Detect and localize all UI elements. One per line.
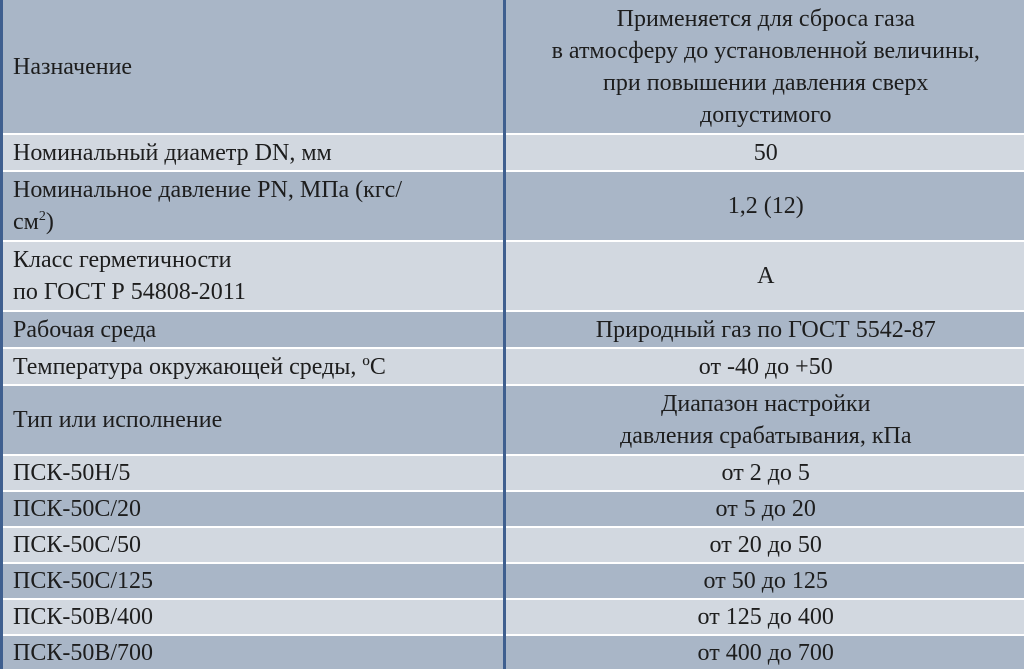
value-line: 50 — [753, 139, 778, 166]
model-name: ПСК-50С/125 — [13, 568, 154, 594]
value-line: в атмосферу до установленной величины, — [551, 37, 980, 64]
value-cell — [505, 635, 1024, 669]
table-row-model — [2, 635, 1024, 669]
value-line: давления срабатывания, кПа — [620, 423, 912, 449]
value-line: Применяется для сброса газа — [616, 5, 915, 32]
value-line: А — [757, 263, 775, 289]
table-row-diameter — [2, 134, 1024, 171]
value-cell — [505, 0, 1024, 134]
param-cell — [2, 563, 505, 599]
range-value: от 125 до 400 — [697, 604, 834, 630]
value-line: допустимого — [700, 101, 832, 128]
table-row-type-header — [2, 385, 1024, 455]
table-row-model — [2, 491, 1024, 527]
param-cell — [2, 348, 505, 385]
param-cell — [2, 311, 505, 348]
table-row-temperature — [2, 348, 1024, 385]
param-cell — [2, 385, 505, 455]
value-line: при повышении давления сверх — [603, 69, 929, 96]
param-label: Номинальное давление PN, МПа (кгс/ — [13, 177, 402, 203]
table-row-pressure — [2, 171, 1024, 241]
value-line: Природный газ по ГОСТ 5542-87 — [595, 316, 936, 343]
table-row-model — [2, 599, 1024, 635]
range-value: от 50 до 125 — [703, 568, 828, 594]
param-label: по ГОСТ Р 54808-2011 — [13, 279, 246, 305]
value-cell — [505, 348, 1024, 385]
param-label: Назначение — [13, 53, 133, 80]
value-cell — [505, 311, 1024, 348]
param-cell — [2, 241, 505, 311]
value-cell — [505, 241, 1024, 311]
value-cell — [505, 455, 1024, 491]
range-value: от 5 до 20 — [715, 496, 816, 522]
param-cell — [2, 171, 505, 241]
range-value: от 2 до 5 — [721, 460, 810, 486]
model-name: ПСК-50В/700 — [13, 639, 154, 666]
param-cell — [2, 527, 505, 563]
value-cell — [505, 491, 1024, 527]
model-name: ПСК-50В/400 — [13, 604, 154, 630]
table-row-purpose — [2, 0, 1024, 134]
table-row-model — [2, 455, 1024, 491]
param-label: Номинальный диаметр DN, мм — [13, 139, 332, 166]
value-cell — [505, 171, 1024, 241]
range-value: от 400 до 700 — [697, 639, 834, 666]
param-cell — [2, 635, 505, 669]
param-cell — [2, 599, 505, 635]
value-cell — [505, 599, 1024, 635]
param-cell — [2, 455, 505, 491]
value-line: Диапазон настройки — [660, 391, 871, 417]
param-cell — [2, 0, 505, 134]
param-cell — [2, 134, 505, 171]
model-name: ПСК-50С/50 — [13, 532, 142, 558]
value-line: 1,2 (12) — [727, 193, 804, 219]
table-row-model — [2, 563, 1024, 599]
model-name: ПСК-50С/20 — [13, 496, 142, 522]
param-cell — [2, 491, 505, 527]
range-value: от 20 до 50 — [709, 532, 822, 558]
param-label: Класс герметичности — [13, 247, 232, 273]
table-row-medium — [2, 311, 1024, 348]
table-row-model — [2, 527, 1024, 563]
value-cell — [505, 134, 1024, 171]
value-line: от -40 до +50 — [698, 353, 833, 380]
param-label: Тип или исполнение — [13, 407, 223, 433]
value-cell — [505, 563, 1024, 599]
param-label-unit: $см^2$) — [13, 209, 54, 235]
model-name: ПСК-50Н/5 — [13, 460, 131, 486]
param-label: Рабочая среда — [13, 316, 157, 343]
value-cell — [505, 527, 1024, 563]
param-label: Температура окружающей среды, ºС — [13, 353, 386, 380]
value-cell — [505, 385, 1024, 455]
table-row-tightness — [2, 241, 1024, 311]
